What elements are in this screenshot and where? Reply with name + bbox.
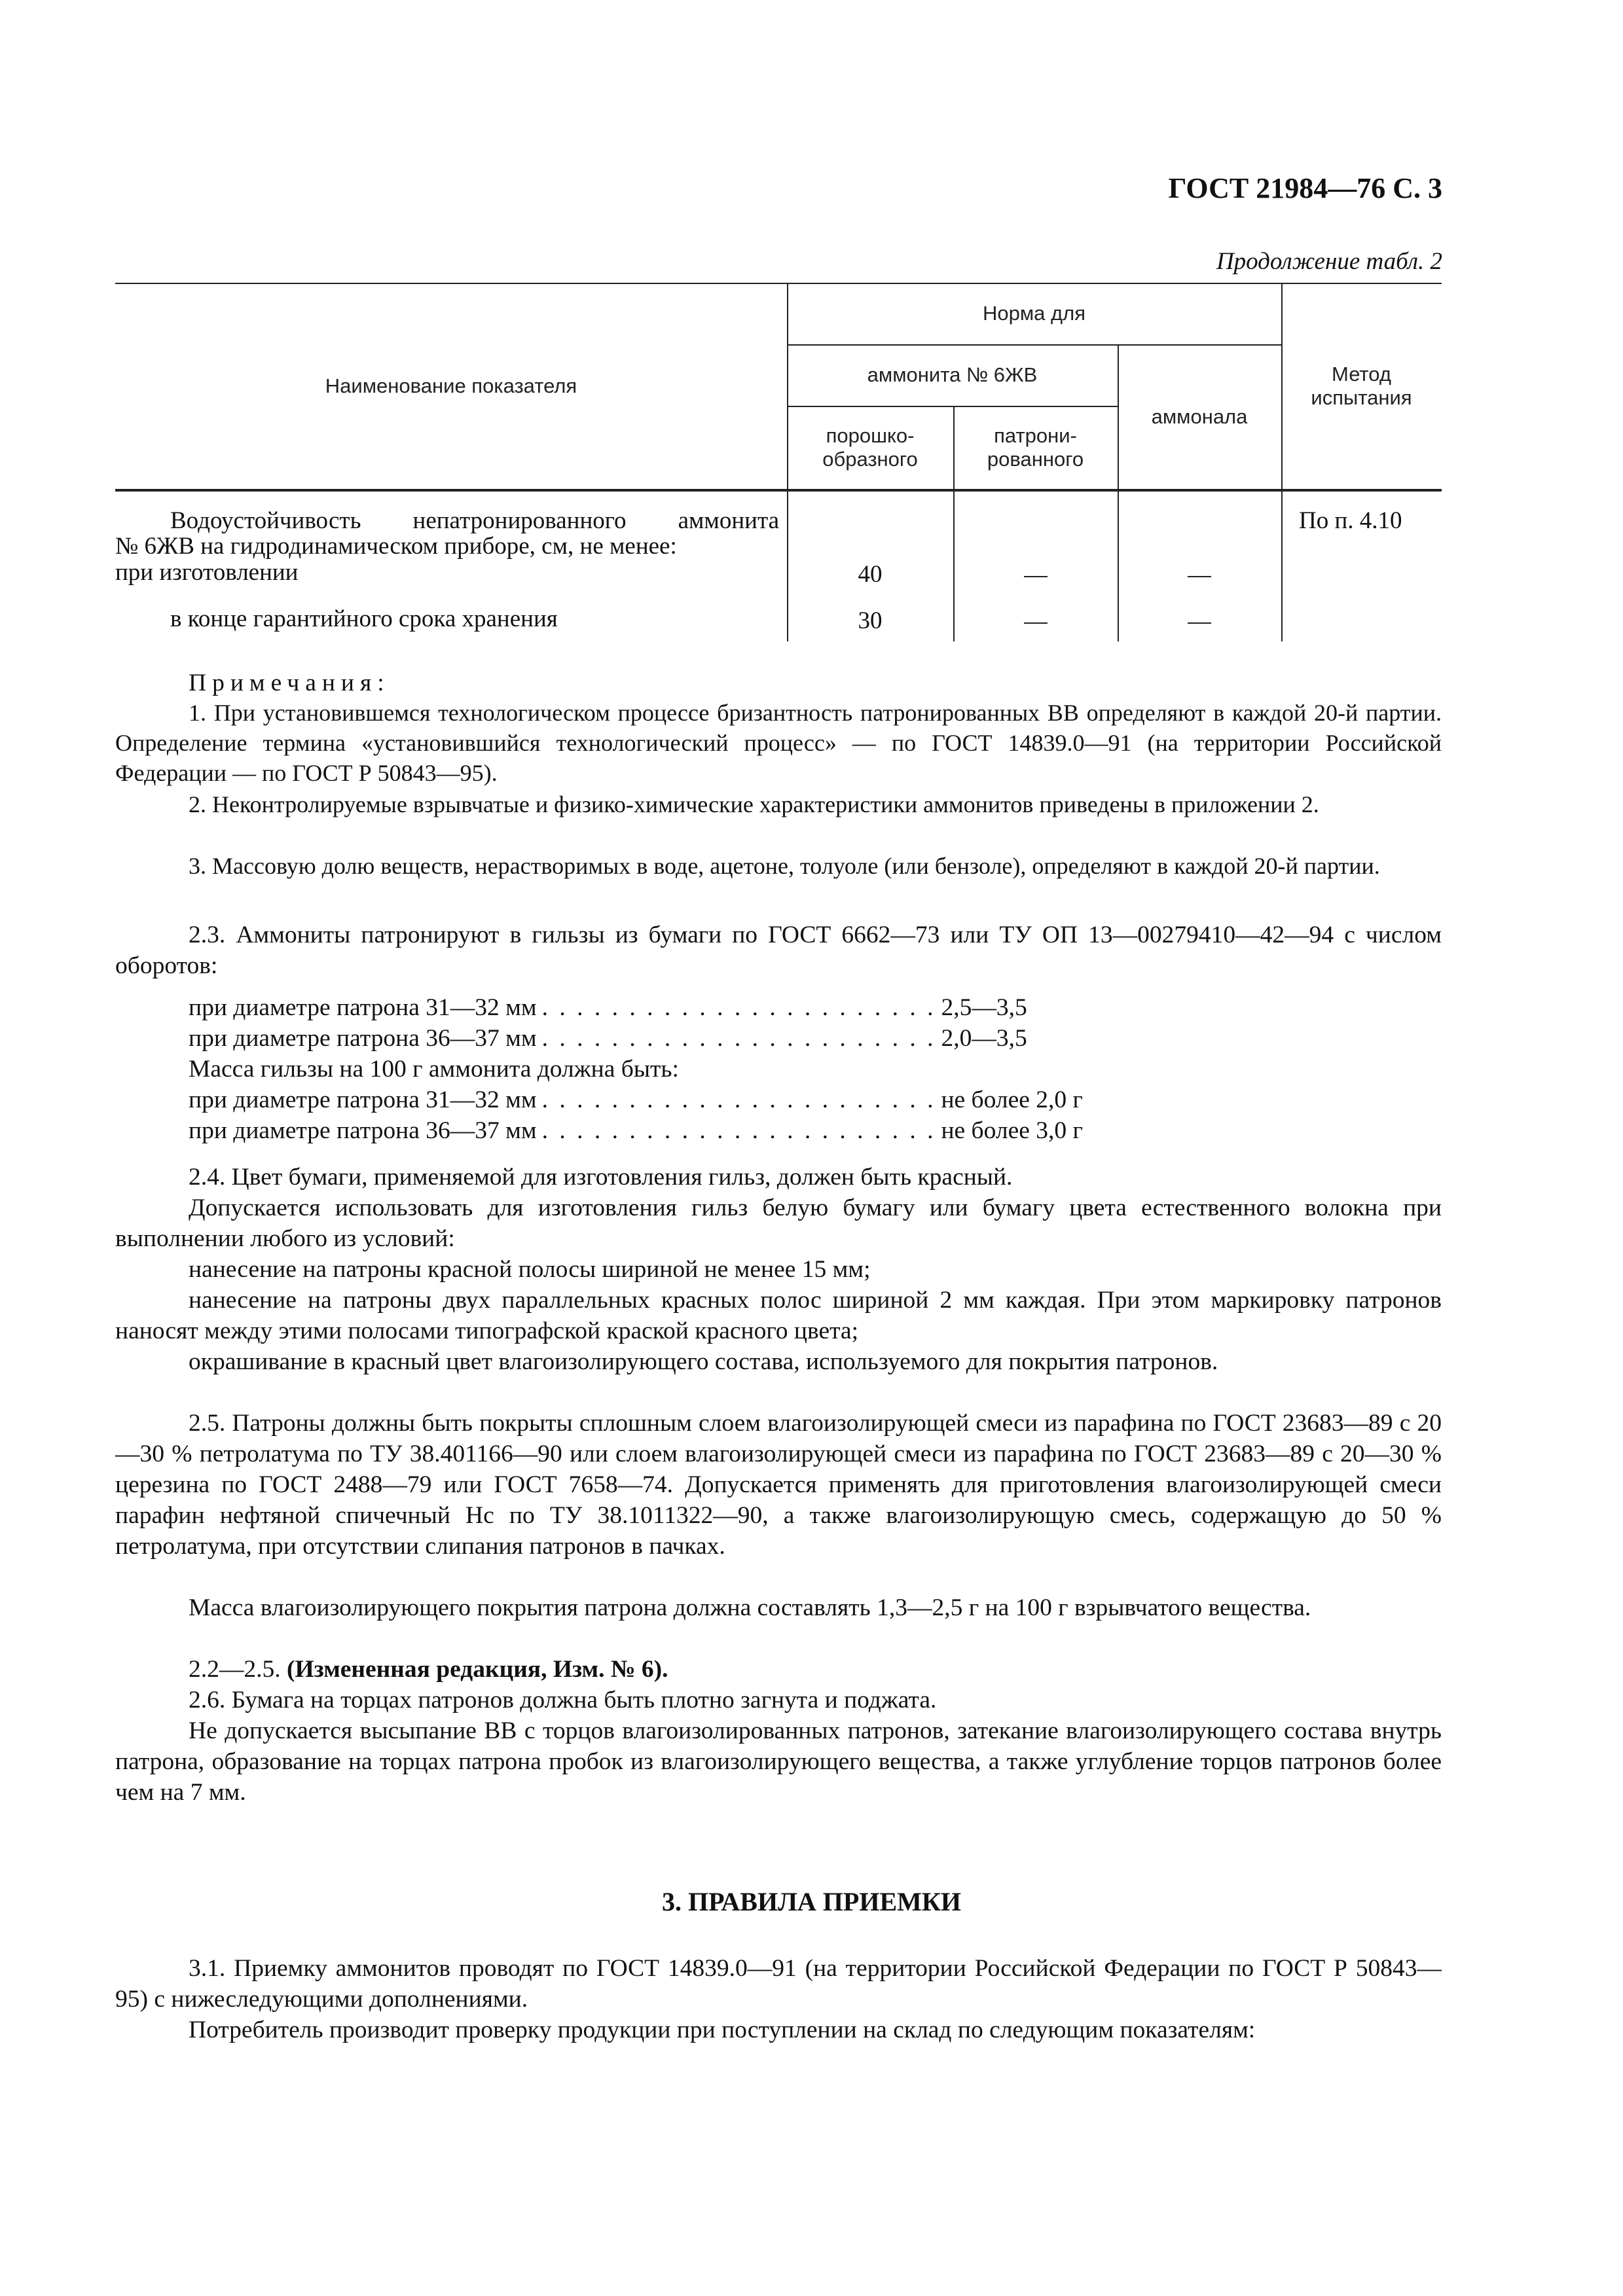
turns-row-value: 2,5—3,5 [941,994,1027,1021]
col-header-method: Метод испытания [1311,362,1412,409]
col-header-name: Наименование показателя [325,374,577,397]
mass-row-36-37 [189,1117,1171,1145]
turns-row-36-37 [189,1024,1171,1052]
turns-row-label: при диаметре патрона 36—37 мм [189,1025,537,1052]
paragraph-2-5: 2.5. Патроны должны быть покрыты сплошным слоем влагоизолирующей смеси из парафина по ГОСТ 23683—89 с 20—30 % петролатума по ТУ 38.401166—90 или слоем влагоизолирующей смеси из парафина по ГОСТ 23683—89 с 20—30 % церезина по ГОСТ 2488—79 или ГОСТ 7658—74. Допускается применять для приготовления влагоизолирующей смеси парафин нефтяной спичечный Нс по ТУ 38.1011322—90, а также влагоизолирующую смесь, содержащую до 50 % петролатума, при отсутствии слипания патронов в пачках. [115,1410,1442,1560]
paragraph-2-4-allowance: Допускается использовать для изготовления гильз белую бумагу или бумагу цвета естественного волокна при выполнении любого из условий: [115,1194,1442,1252]
leader-dots: . . . . . . . . . . . . . . . . . . . . . . . [541,994,936,1021]
mass-intro [189,1055,1171,1083]
col-header-powder: порошко- образного [822,423,918,471]
paragraph-3-1-consumer: Потребитель производит проверку продукции при поступлении на склад по следующим показателям: [189,2017,1256,2043]
paragraph-2-6-restrictions: Не допускается высыпание ВВ с торцов влагоизолированных патронов, затекание влагоизолирующего состава внутрь патрона, образование на торцах патрона пробок из влагоизолирующего вещества, а также углубление торцов патронов более чем на 7 мм. [115,1717,1442,1806]
cell-ammonal-end-dash [1188,622,1211,624]
revision-note [115,1654,1442,1685]
leader-dots: . . . . . . . . . . . . . . . . . . . . . . . [541,1117,936,1144]
revision-note-number: 2.2—2.5. [189,1656,281,1683]
revision-note-text: (Измененная редакция, Изм. № 6). [287,1656,668,1683]
paragraph-2-6: 2.6. Бумага на торцах патронов должна быть плотно загнута и поджата. [189,1687,937,1713]
note-2: 2. Неконтролируемые взрывчатые и физико-химические характеристики аммонитов приведены в приложении 2. [189,791,1319,817]
table-header-bottom-border [115,489,1442,492]
paragraph-2-4-option-2: нанесение на патроны двух параллельных красных полос шириной 2 мм каждая. При этом маркировку патронов наносят между этими полосами типографской краской красного цвета; [115,1287,1442,1344]
mass-intro-text: Масса гильзы на 100 г аммонита должна быть: [189,1056,679,1083]
turns-row-label: при диаметре патрона 31—32 мм [189,994,537,1021]
table-2-continuation [115,283,1442,641]
paragraph-2-3: 2.3. Аммониты патронируют в гильзы из бумаги по ГОСТ 6662—73 или ТУ ОП 13—00279410—42—94 с числом оборотов: [115,922,1442,979]
cell-test-method: По п. 4.10 [1299,507,1402,534]
mass-row-label: при диаметре патрона 31—32 мм [189,1086,537,1113]
col-header-ammonal: аммонала [1151,404,1248,428]
paragraph-3-1: 3.1. Приемку аммонитов проводят по ГОСТ 14839.0—91 (на территории Российской Федерации по ГОСТ Р 50843—95) с нижеследующими дополнениями. [115,1955,1442,2013]
cell-cartridge-end-dash [1024,622,1048,624]
leader-dots: . . . . . . . . . . . . . . . . . . . . . . . [541,1025,936,1052]
page-header: ГОСТ 21984—76 С. 3 [1168,172,1442,204]
section-3-title: 3. ПРАВИЛА ПРИЕМКИ [661,1887,961,1916]
row-text-line-4: в конце гарантийного срока хранения [170,605,558,632]
mass-row-31-32 [189,1086,1171,1114]
mass-row-value: не более 2,0 г [941,1086,1083,1113]
note-1: 1. При установившемся технологическом процессе бризантность патронированных ВВ определяют в каждой 20-й партии. Определение термина «установившийся технологический процесс» — по ГОСТ 14839.0—91 (на территории Российской Федерации — по ГОСТ Р 50843—95). [115,700,1442,786]
col-header-ammonite: аммонита № 6ЖВ [867,363,1038,386]
turns-row-value: 2,0—3,5 [941,1025,1027,1052]
note-3: 3. Массовую долю веществ, нерастворимых в воде, ацетоне, толуоле (или бензоле), определяют в каждой 20-й партии. [189,853,1380,879]
paragraph-2-5-mass: Масса влагоизолирующего покрытия патрона должна составлять 1,3—2,5 г на 100 г взрывчатого вещества. [189,1594,1311,1621]
col-header-cartridge: патрони- рованного [987,423,1084,471]
paragraph-2-4-option-1: нанесение на патроны красной полосы шириной не менее 15 мм; [189,1256,871,1283]
mass-row-label: при диаметре патрона 36—37 мм [189,1117,537,1144]
row-text-line-2: № 6ЖВ на гидродинамическом приборе, см, не менее: [115,533,677,560]
cell-powder-manufacture: 40 [858,561,883,588]
row-text-line-3: при изготовлении [115,559,299,586]
turns-row-31-32 [189,994,1171,1022]
col-header-norm: Норма для [983,302,1085,325]
cell-ammonal-manufacture-dash [1188,576,1211,577]
cell-cartridge-manufacture-dash [1024,576,1048,577]
notes-title: Примечания: [189,670,390,696]
row-text-line-1: Водоустойчивость непатронированного аммонита [170,507,779,534]
leader-dots: . . . . . . . . . . . . . . . . . . . . . . . [541,1086,936,1113]
paragraph-2-4-option-3: окрашивание в красный цвет влагоизолирующего состава, используемого для покрытия патронов. [189,1348,1218,1375]
mass-row-value: не более 3,0 г [941,1117,1083,1144]
table-continuation-label: Продолжение табл. 2 [1216,248,1442,275]
paragraph-2-4: 2.4. Цвет бумаги, применяемой для изготовления гильз, должен быть красный. [189,1164,1013,1191]
cell-powder-end-of-storage: 30 [858,607,883,634]
